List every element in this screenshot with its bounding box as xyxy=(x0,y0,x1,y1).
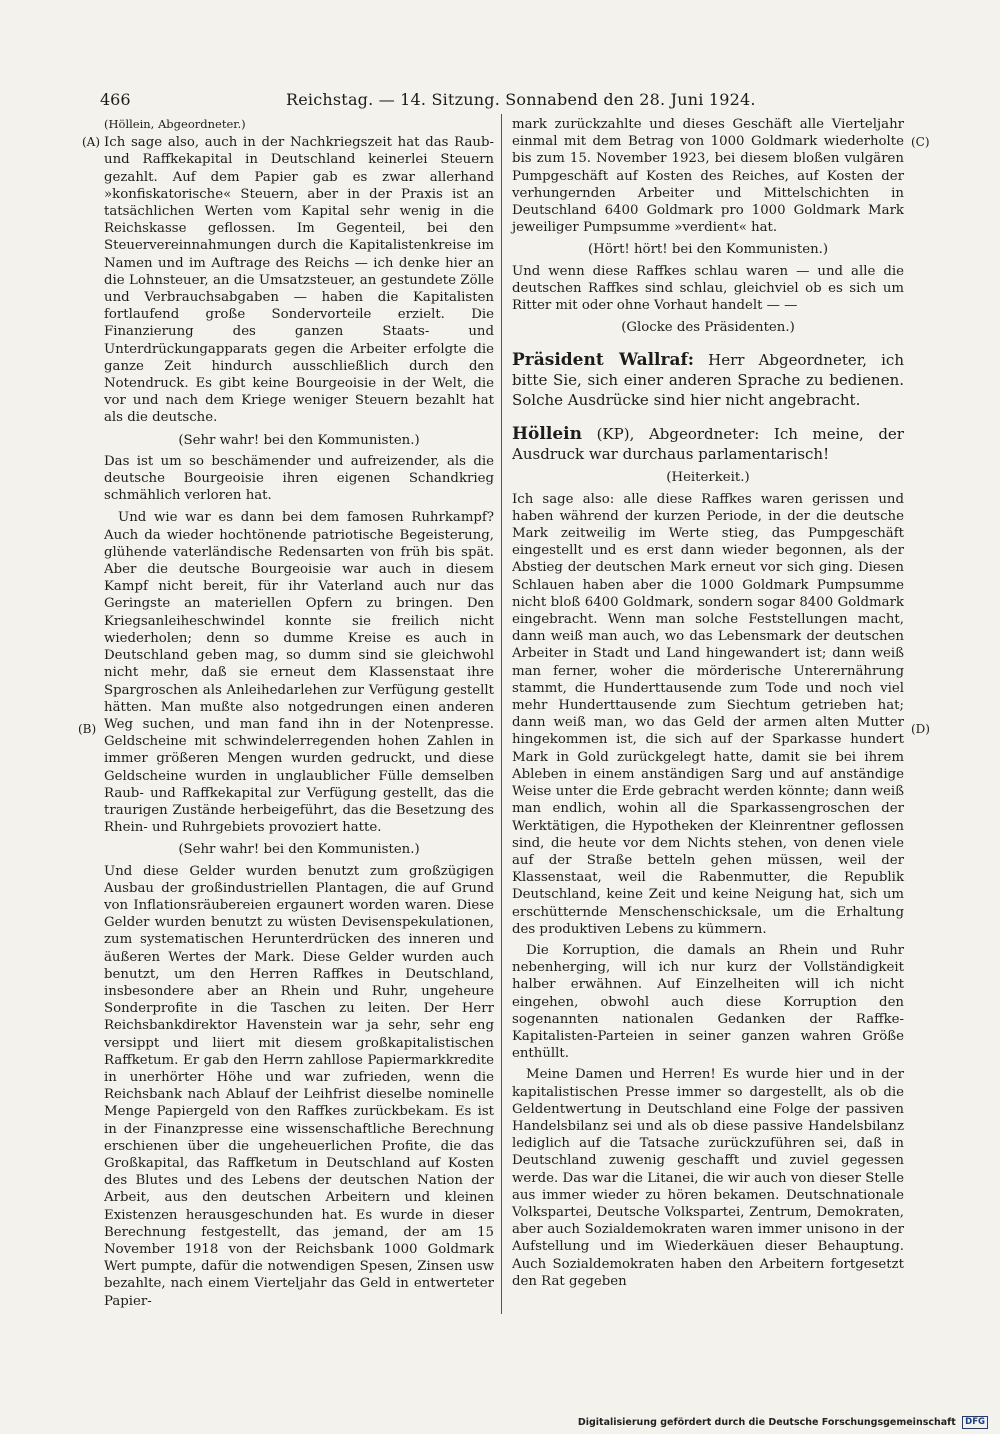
page-number: 466 xyxy=(100,90,131,109)
column-divider xyxy=(501,114,502,1314)
speaker-president-text: Herr Abgeordneter, ich bitte Sie, sich einer anderen Sprache zu bedienen. Solche Ausdrücke sind hier nicht angebracht. xyxy=(512,351,904,410)
left-interjection-1: (Sehr wahr! bei den Kommunisten.) xyxy=(178,432,420,448)
margin-mark-c: (C) xyxy=(911,135,930,149)
right-paragraph-4: Die Korruption, die damals an Rhein und Ruhr nebenherging, will ich nur kurz der Vollständigkeit halber erwähnen. Auf Einzelheiten will ich nicht eingehen, obwohl auch diese Korruption den sogenannten nationalen Gedanken der Raffke-Kapitalisten-Parteien in seiner ganzen wahren Größe enthüllt. xyxy=(512,942,904,1062)
margin-mark-b: (B) xyxy=(78,722,97,736)
right-paragraph-5: Meine Damen und Herren! Es wurde hier und in der kapitalistischen Presse immer so dargestellt, als ob die Geldentwertung in Deutschland eine Folge der passiven Handelsbilanz sei und als ob diese passive Handelsbilanz lediglich auf die Tatsache zurückzuführen sei, daß in Deutschland zuwenig geschafft und zuviel gegessen werde. Das war die Litanei, die wir auch von dieser Stelle aus immer wieder zu hören bekamen. Deutschnationale Volkspartei, Deutsche Volkspartei, Zentrum, Demokraten, aber auch Sozialdemokraten waren immer unisono in der Aufstellung und im Wiederkäuen dieser Behauptung. Auch Sozialdemokraten haben den Arbeitern fortgesetzt den Rat gegeben xyxy=(512,1067,904,1289)
right-paragraph-3: Ich sage also: alle diese Raffkes waren gerissen und haben während der kurzen Periode, in der die deutsche Mark zeitweilig im Werte stieg, das Pumpgeschäft eingestellt und es erst dann wieder begonnen, als der Abstieg der deutschen Mark erneut vor sich ging. Diesen Schlauen haben aber die 1000 Goldmark Pumpsumme nicht bloß 6400 Goldmark, sondern sogar 8400 Goldmark eingebracht. Wenn man solche Feststellungen macht, dann weiß man auch, wo das Lebensmark der deutschen Arbeiter in Stadt und Land hingewandert ist; dann weiß man ferner, woher die mörderische Unterernährung stammt, die Hunderttausende zum Tode und noch viel mehr Hunderttausende zum Siechtum getrieben hat; dann weiß man, wo das Geld der armen alten Mutter hingekommen ist, die sich auf der Sparkasse hundert Mark in Gold zurückgelegt hatte, damit sie bei ihrem Ableben in einem anständigen Sarg und auf anständige Weise unter die Erde gebracht werden könnte; dann weiß man endlich, wohin all die Sparkassengroschen der Werktätigen, die Hypotheken der Kleinrentner geflossen sind, die heute vor dem Nichts stehen, von denen viele auf der Straße betteln gehen müssen, weil der Klassenstaat, weil die Rabenmutter, die Republik Deutschland, keine Zeit und keine Neigung hat, sich um erschütternde Menschenschicksale, um die Erhaltung des produktiven Lebens zu kümmern. xyxy=(512,491,904,937)
left-paragraph-4: Und diese Gelder wurden benutzt zum großzügigen Ausbau der großindustriellen Plantagen, die auf Grund von Inflationsräubereien ergaunert worden waren. Diese Gelder wurden benutzt zu wüsten Devisenspekulationen, zum systematischen Herunterdrücken des inneren und äußeren Wertes der Mark. Diese Gelder wurden auch benutzt, um den Herren Raffkes in Deutschland, insbesondere aber an Rhein und Ruhr, ungeheure Sonderprofite in die Taschen zu leiten. Der Herr Reichsbankdirektor Havenstein war ja sehr, sehr eng versippt und liiert mit diesem großkapitalistischen Raffketum. Er gab den Herrn zahllose Papiermarkkredite in unerhörter Höhe und war zufrieden, wenn die Reichsbank nach Ablauf der Leihfrist dieselbe nominelle Menge Papiergeld von den Raffkes zurückbekam. Es ist in der Finanzpresse eine wissenschaftliche Berechnung erschienen über die ungeheuerlichen Profite, die das Großkapital, das Raffketum in Deutschland auf Kosten des Blutes und des Lebens der deutschen Nation der Arbeit, aus den deutschen Arbeitern und kleinen Existenzen herausgeschunden hat. Es wurde in dieser Berechnung festgestellt, das jemand, der am 15 November 1918 von der Reichsbank 1000 Goldmark Wert pumpte, dafür die notwendigen Spesen, Zinsen usw bezahlte, nach einem Vierteljahr das Geld in entwerteter Papier- xyxy=(104,863,494,1309)
speaker-president-name: Präsident Wallraf: xyxy=(512,350,695,371)
margin-mark-a: (A) xyxy=(82,135,101,149)
speaker-continued: (Höllein, Abgeordneter.) xyxy=(104,117,246,131)
speaker-hoellein xyxy=(512,424,904,464)
margin-mark-d: (D) xyxy=(911,722,930,736)
running-title: Reichstag. — 14. Sitzung. Sonnabend den 28. Juni 1924. xyxy=(286,90,756,109)
dfg-logo: DFG xyxy=(962,1416,988,1429)
right-interjection-3: (Heiterkeit.) xyxy=(666,470,750,486)
speaker-hoellein-text: (KP), Abgeordneter: Ich meine, der Ausdruck war durchaus parlamentarisch! xyxy=(512,425,904,464)
right-interjection-1: (Hört! hört! bei den Kommunisten.) xyxy=(587,242,829,258)
right-column xyxy=(512,116,904,1290)
left-paragraph-1: Ich sage also, auch in der Nachkriegszeit hat das Raub- und Raffkekapital in Deutschland keinerlei Steuern gezahlt. Auf dem Papier gab es zwar allerhand »konfiskatorische« Steuern, aber in der Praxis ist an tatsächlichen Werten vom Kapital sehr wenig in die Reichskasse geflossen. Im Gegenteil, bei den Steuervereinnahmungen durch die Kapitalistenkreise im Namen und im Auftrage des Reichs — ich denke hier an die Lohnsteuer, an die Umsatzsteuer, an gestundete Zölle und Verbrauchsabgaben — haben die Kapitalisten fortlaufend große Sondervorteile erzielt. Die Finanzierung des ganzen Staats- und Unterdrückungapparats gegen die Arbeiter erfolgte die ganze Zeit hindurch ausschließlich durch den Notendruck. Es gibt keine Bourgeoisie in der Welt, die vor und nach dem Kriege weniger Steuern bezahlt hat als die deutsche. xyxy=(104,135,494,426)
left-paragraph-3: Und wie war es dann bei dem famosen Ruhrkampf? Auch da wieder hochtönende patriotische Begeisterung, glühende vaterländische Redensarten von früh bis spät. Aber die deutsche Bourgeoisie war auch in diesem Kampf nicht bereit, für ihr Vaterland auch nur das Geringste an materiellen Opfern zu bringen. Den Kriegsanleiheschwindel konnte sie freilich nicht wiederholen; denn so dumme Kreise es auch in Deutschland geben mag, so dumm sind sie gleichwohl nicht mehr, daß sie erneut dem Klassenstaat ihre Spargroschen als Anleihedarlehen zur Verfügung gestellt hätten. Man mußte also notgedrungen einen anderen Weg suchen, und man fand ihn in der Notenpresse. Geldscheine mit schwindelerregenden hohen Zahlen in immer größeren Mengen wurden gedruckt, und diese Geldscheine wurden in unglaublicher Fülle demselben Raub- und Raffkekapital zur Verfügung gestellt, das die traurigen Zustände herbeigeführt, das die Besetzung des Rhein- und Ruhrgebiets provoziert hatte. xyxy=(104,510,494,836)
page-header xyxy=(100,88,900,112)
digitization-footer xyxy=(578,1416,988,1430)
left-column xyxy=(104,116,494,1310)
right-paragraph-1: mark zurückzahlte und dieses Geschäft alle Vierteljahr einmal mit dem Betrag von 1000 Goldmark wiederholte bis zum 15. November 1923, bei diesem bloßen vulgären Pumpgeschäft auf Kosten des Reiches, auf Kosten der verhungernden Arbeiter und Mittelschichten in Deutschland 6400 Goldmark pro 1000 Goldmark Mark jeweiliger Pumpsumme »verdient« hat. xyxy=(512,117,904,236)
left-interjection-2: (Sehr wahr! bei den Kommunisten.) xyxy=(178,842,420,858)
right-paragraph-2: Und wenn diese Raffkes schlau waren — und alle die deutschen Raffkes sind schlau, gleichviel ob es sich um Ritter mit oder ohne Vorhaut handelt — — xyxy=(512,263,904,314)
footer-text: Digitalisierung gefördert durch die Deutsche Forschungsgemeinschaft xyxy=(577,1417,956,1428)
speaker-president xyxy=(512,350,904,410)
right-interjection-2: (Glocke des Präsidenten.) xyxy=(621,320,795,336)
left-paragraph-2: Das ist um so beschämender und aufreizender, als die deutsche Bourgeoisie ihren eigenen Schandkrieg schmählich verloren hat. xyxy=(104,453,494,504)
speaker-hoellein-name: Höllein xyxy=(512,424,582,445)
